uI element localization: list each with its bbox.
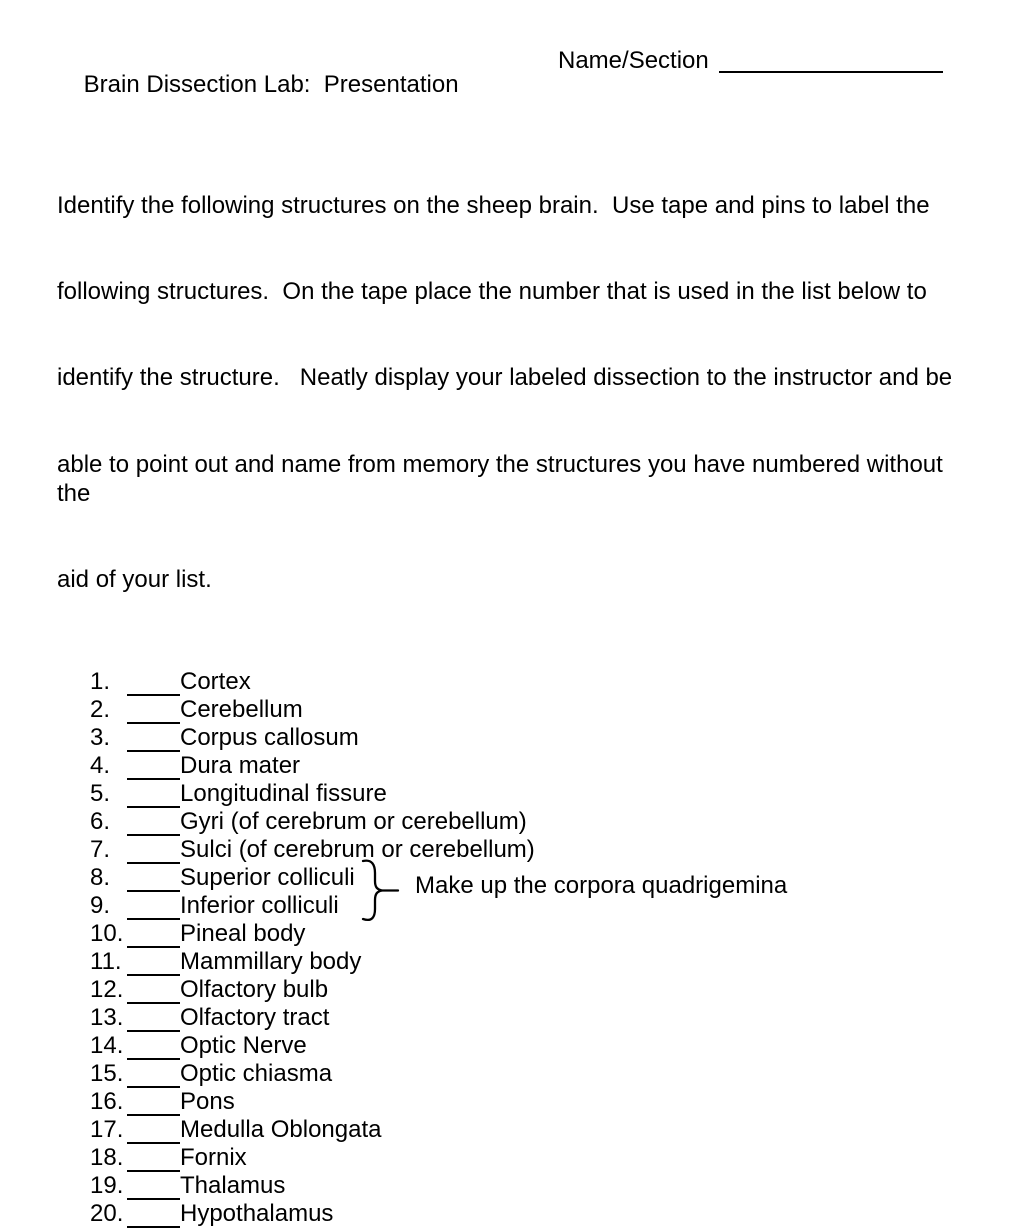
answer-blank — [127, 897, 180, 920]
item-number: 18. — [90, 1144, 124, 1172]
item-number: 10. — [90, 920, 124, 948]
answer-blank — [127, 1149, 180, 1172]
item-label: Pons — [180, 1088, 235, 1116]
item-number: 3. — [90, 724, 111, 752]
item-number: 14. — [90, 1032, 124, 1060]
item-number: 16. — [90, 1088, 124, 1116]
answer-blank — [127, 729, 180, 752]
item-number: 19. — [90, 1172, 124, 1200]
item-label: Olfactory tract — [180, 1004, 330, 1032]
answer-blank — [127, 757, 180, 780]
answer-blank — [127, 701, 180, 724]
list-item — [90, 976, 967, 1004]
answer-blank — [127, 673, 180, 696]
name-section-label: Name/Section — [558, 47, 709, 74]
item-number: 12. — [90, 976, 124, 1004]
item-number: 4. — [90, 752, 111, 780]
instruction-line: Identify the following structures on the sheep brain. Use tape and pins to label the — [57, 191, 930, 219]
instruction-line: aid of your list. — [57, 565, 212, 593]
instruction-line: able to point out and name from memory the structures you have numbered without the — [57, 450, 950, 507]
item-number: 20. — [90, 1200, 124, 1228]
list-item — [90, 1116, 967, 1144]
answer-blank — [127, 1177, 180, 1200]
list-item — [90, 836, 967, 864]
list-item — [90, 780, 967, 808]
answer-blank — [127, 953, 180, 976]
list-item — [90, 696, 967, 724]
structures-list — [57, 668, 967, 1228]
item-label: Sulci (of cerebrum or cerebellum) — [180, 836, 535, 864]
item-number: 9. — [90, 892, 111, 920]
item-label: Cortex — [180, 668, 251, 696]
answer-blank — [127, 869, 180, 892]
answer-blank — [127, 1009, 180, 1032]
instruction-line: identify the structure. Neatly display your labeled dissection to the instructor and be — [57, 364, 953, 392]
item-label: Longitudinal fissure — [180, 780, 387, 808]
item-number: 2. — [90, 696, 111, 724]
answer-blank — [127, 1205, 180, 1228]
instruction-line: following structures. On the tape place the number that is used in the list below to — [57, 277, 927, 305]
list-item — [90, 724, 967, 752]
item-label: Superior colliculi — [180, 864, 355, 892]
item-label: Olfactory bulb — [180, 976, 329, 1004]
list-item — [90, 752, 967, 780]
list-item — [90, 920, 967, 948]
name-section — [558, 49, 943, 73]
item-label: Corpus callosum — [180, 724, 359, 752]
list-item — [90, 1032, 967, 1060]
name-section-blank — [719, 51, 943, 73]
answer-blank — [127, 925, 180, 948]
item-number: 5. — [90, 780, 111, 808]
list-item — [90, 1144, 967, 1172]
item-label: Gyri (of cerebrum or cerebellum) — [180, 808, 527, 836]
corpora-quadrigemina-note: Make up the corpora quadrigemina — [415, 872, 788, 900]
item-label: Thalamus — [180, 1172, 286, 1200]
item-number: 7. — [90, 836, 111, 864]
item-number: 11. — [90, 948, 122, 976]
answer-blank — [127, 785, 180, 808]
item-number: 15. — [90, 1060, 124, 1088]
brace-icon — [361, 858, 401, 924]
item-number: 6. — [90, 808, 111, 836]
item-number: 13. — [90, 1004, 124, 1032]
list-item — [90, 1200, 967, 1228]
item-label: Inferior colliculi — [180, 892, 339, 920]
list-item — [90, 1088, 967, 1116]
item-label: Optic Nerve — [180, 1032, 307, 1060]
page-title: Brain Dissection Lab: Presentation — [83, 71, 459, 98]
item-number: 17. — [90, 1116, 124, 1144]
item-label: Pineal body — [180, 920, 306, 948]
header-row — [57, 47, 967, 98]
answer-blank — [127, 1121, 180, 1144]
list-item — [90, 808, 967, 836]
answer-blank — [127, 841, 180, 864]
list-item — [90, 948, 967, 976]
item-label: Cerebellum — [180, 696, 303, 724]
list-item — [90, 1172, 967, 1200]
item-label: Fornix — [180, 1144, 247, 1172]
item-label: Hypothalamus — [180, 1200, 334, 1228]
item-number: 8. — [90, 864, 111, 892]
answer-blank — [127, 1037, 180, 1060]
item-label: Mammillary body — [180, 948, 362, 976]
instructions-paragraph — [57, 134, 967, 652]
answer-blank — [127, 1065, 180, 1088]
item-label: Optic chiasma — [180, 1060, 333, 1088]
item-label: Medulla Oblongata — [180, 1116, 382, 1144]
answer-blank — [127, 813, 180, 836]
list-item — [90, 1060, 967, 1088]
list-item — [90, 1004, 967, 1032]
item-label: Dura mater — [180, 752, 301, 780]
answer-blank — [127, 1093, 180, 1116]
item-number: 1. — [90, 668, 111, 696]
list-item — [90, 668, 967, 696]
answer-blank — [127, 981, 180, 1004]
